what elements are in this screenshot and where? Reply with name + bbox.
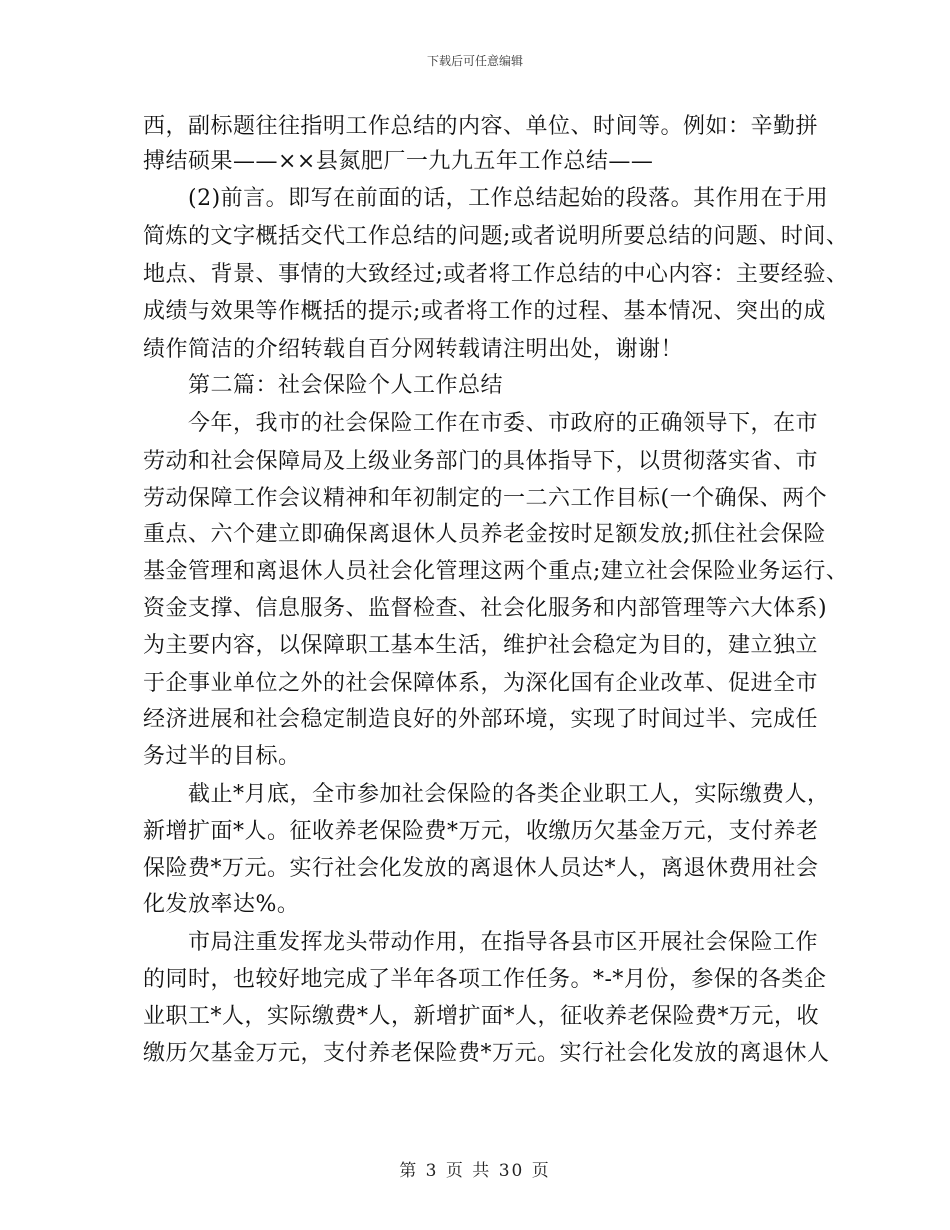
- text-line: 于企事业单位之外的社会保障体系，为深化国有企业改革、促进全市: [143, 671, 819, 696]
- text-line: 为主要内容，以保障职工基本生活，维护社会稳定为目的，建立独立: [143, 633, 819, 658]
- text-line: 市局注重发挥龙头带动作用，在指导各县市区开展社会保险工作: [143, 930, 819, 955]
- text-line: 简炼的文字概括交代工作总结的问题;或者说明所要总结的问题、时间、: [143, 224, 849, 249]
- text-line: 新增扩面*人。征收养老保险费*万元，收缴历欠基金万元，支付养老: [143, 819, 819, 844]
- text-line: 劳动和社会保障局及上级业务部门的具体指导下，以贯彻落实省、市: [143, 449, 819, 474]
- text-line: 保险费*万元。实行社会化发放的离退休人员达*人，离退休费用社会: [143, 856, 819, 881]
- text-line: 业职工*人，实际缴费*人，新增扩面*人，征收养老保险费*万元，收: [143, 1004, 820, 1029]
- text-line: 务过半的目标。: [143, 744, 301, 769]
- text-line: 绩作简洁的介绍转载自百分网转载请注明出处，谢谢！: [143, 337, 684, 362]
- text-line: 地点、背景、事情的大致经过;或者将工作总结的中心内容：主要经验、: [143, 262, 849, 287]
- text-line: (2)前言。即写在前面的话，工作总结起始的段落。其作用在于用: [143, 186, 829, 211]
- text-line: 化发放率达%。: [143, 892, 300, 917]
- page-header: 下载后可任意编辑: [426, 54, 523, 68]
- text-line: 基金管理和离退休人员社会化管理这两个重点;建立社会保险业务运行、: [143, 559, 849, 584]
- text-line: 今年，我市的社会保险工作在市委、市政府的正确领导下，在市: [143, 411, 819, 436]
- text-line: 西，副标题往往指明工作总结的内容、单位、时间等。例如：辛勤拼: [143, 114, 819, 139]
- page-number: 第 3 页 共 30 页: [399, 1161, 551, 1181]
- text-line: 缴历欠基金万元，支付养老保险费*万元。实行社会化发放的离退休人: [143, 1041, 830, 1066]
- text-line: 搏结硕果——××县氮肥厂一九九五年工作总结——: [143, 149, 654, 174]
- text-line: 资金支撑、信息服务、监督检查、社会化服务和内部管理等六大体系): [143, 596, 828, 621]
- text-line: 截止*月底，全市参加社会保险的各类企业职工人，实际缴费人，: [143, 782, 830, 807]
- text-line: 重点、六个建立即确保离退休人员养老金按时足额发放;抓住社会保险: [143, 522, 826, 547]
- text-line: 的同时，也较好地完成了半年各项工作任务。*-*月份，参保的各类企: [143, 967, 827, 992]
- section-heading: 第二篇：社会保险个人工作总结: [143, 373, 504, 398]
- text-line: 经济进展和社会稳定制造良好的外部环境，实现了时间过半、完成任: [143, 707, 819, 732]
- text-line: 成绩与效果等作概括的提示;或者将工作的过程、基本情况、突出的成: [143, 299, 826, 324]
- text-line: 劳动保障工作会议精神和年初制定的一二六工作目标(一个确保、两个: [143, 486, 828, 511]
